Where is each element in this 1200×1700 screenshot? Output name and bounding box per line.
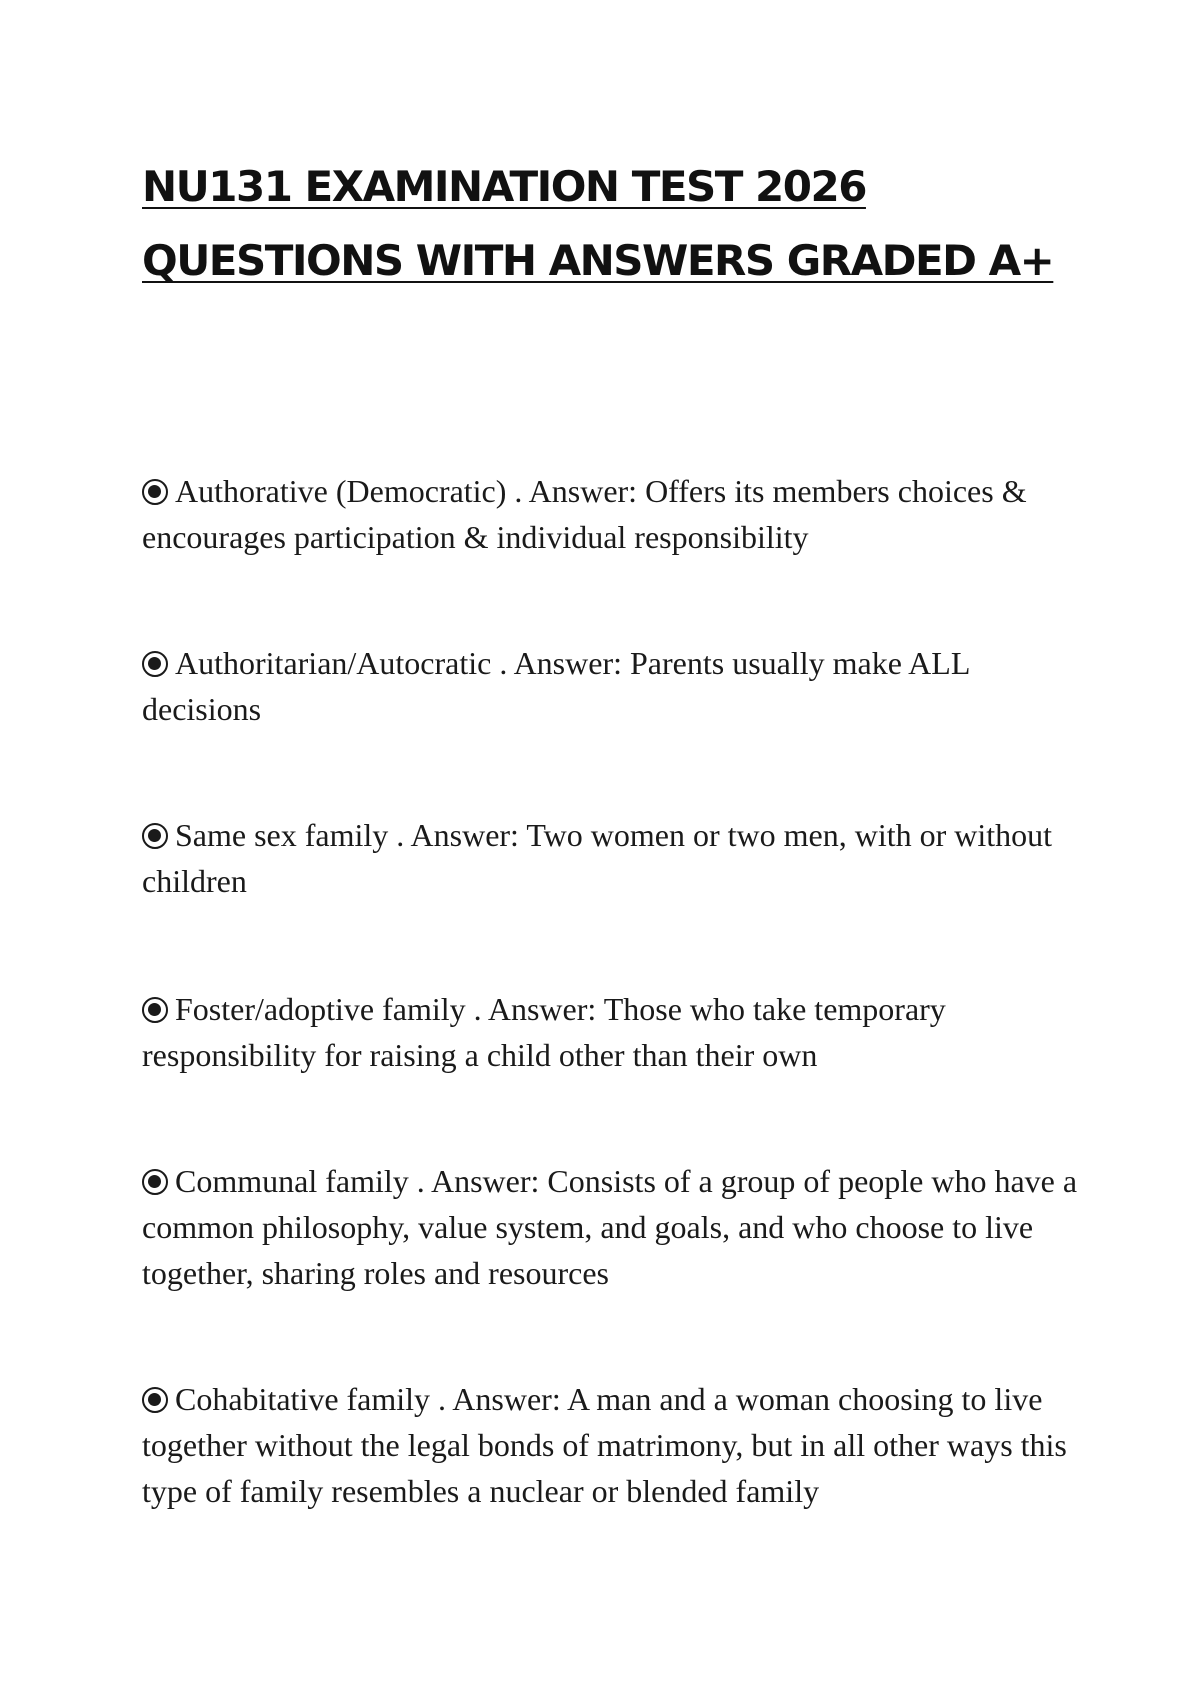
qa-answer: Offers its members choices & encourages participation & individual responsibility bbox=[142, 473, 1027, 555]
radio-bullet-icon bbox=[142, 1169, 168, 1195]
radio-bullet-icon bbox=[142, 997, 168, 1023]
radio-bullet-icon bbox=[142, 651, 168, 677]
qa-item-communal-family bbox=[142, 1158, 1082, 1296]
qa-term: Foster/adoptive family bbox=[175, 991, 466, 1027]
qa-separator: . Answer: bbox=[491, 645, 630, 681]
qa-term: Same sex family bbox=[175, 817, 389, 853]
qa-term: Authorative (Democratic) bbox=[175, 473, 507, 509]
qa-term: Cohabitative family bbox=[175, 1381, 431, 1417]
qa-answer: Consists of a group of people who have a common philosophy, value system, and goals, and who choose to live together, sharing roles and resources bbox=[142, 1163, 1078, 1291]
radio-bullet-icon bbox=[142, 823, 168, 849]
qa-answer: Parents usually make ALL decisions bbox=[142, 645, 970, 727]
radio-bullet-icon bbox=[142, 479, 168, 505]
document-title-text: NU131 EXAMINATION TEST 2026 QUESTIONS WITH ANSWERS GRADED A+ bbox=[142, 162, 1054, 285]
qa-answer: A man and a woman choosing to live together without the legal bonds of matrimony, but in all other ways this type of family resembles a nuclear or blended family bbox=[142, 1381, 1067, 1509]
radio-bullet-icon bbox=[142, 1387, 168, 1413]
qa-separator: . Answer: bbox=[465, 991, 604, 1027]
qa-answer: Those who take temporary responsibility for raising a child other than their own bbox=[142, 991, 946, 1073]
qa-item-authoritarian bbox=[142, 640, 1082, 732]
qa-item-authorative bbox=[142, 468, 1082, 560]
qa-separator: . Answer: bbox=[506, 473, 646, 509]
qa-separator: . Answer: bbox=[408, 1163, 548, 1199]
qa-item-foster-adoptive-family bbox=[142, 986, 1082, 1078]
qa-item-same-sex-family bbox=[142, 812, 1082, 904]
qa-answer: Two women or two men, with or without children bbox=[142, 817, 1053, 899]
qa-separator: . Answer: bbox=[430, 1381, 567, 1417]
qa-separator: . Answer: bbox=[388, 817, 527, 853]
qa-item-cohabitative-family bbox=[142, 1376, 1082, 1514]
document-title bbox=[142, 150, 1102, 298]
qa-term: Communal family bbox=[175, 1163, 409, 1199]
qa-term: Authoritarian/Autocratic bbox=[175, 645, 492, 681]
